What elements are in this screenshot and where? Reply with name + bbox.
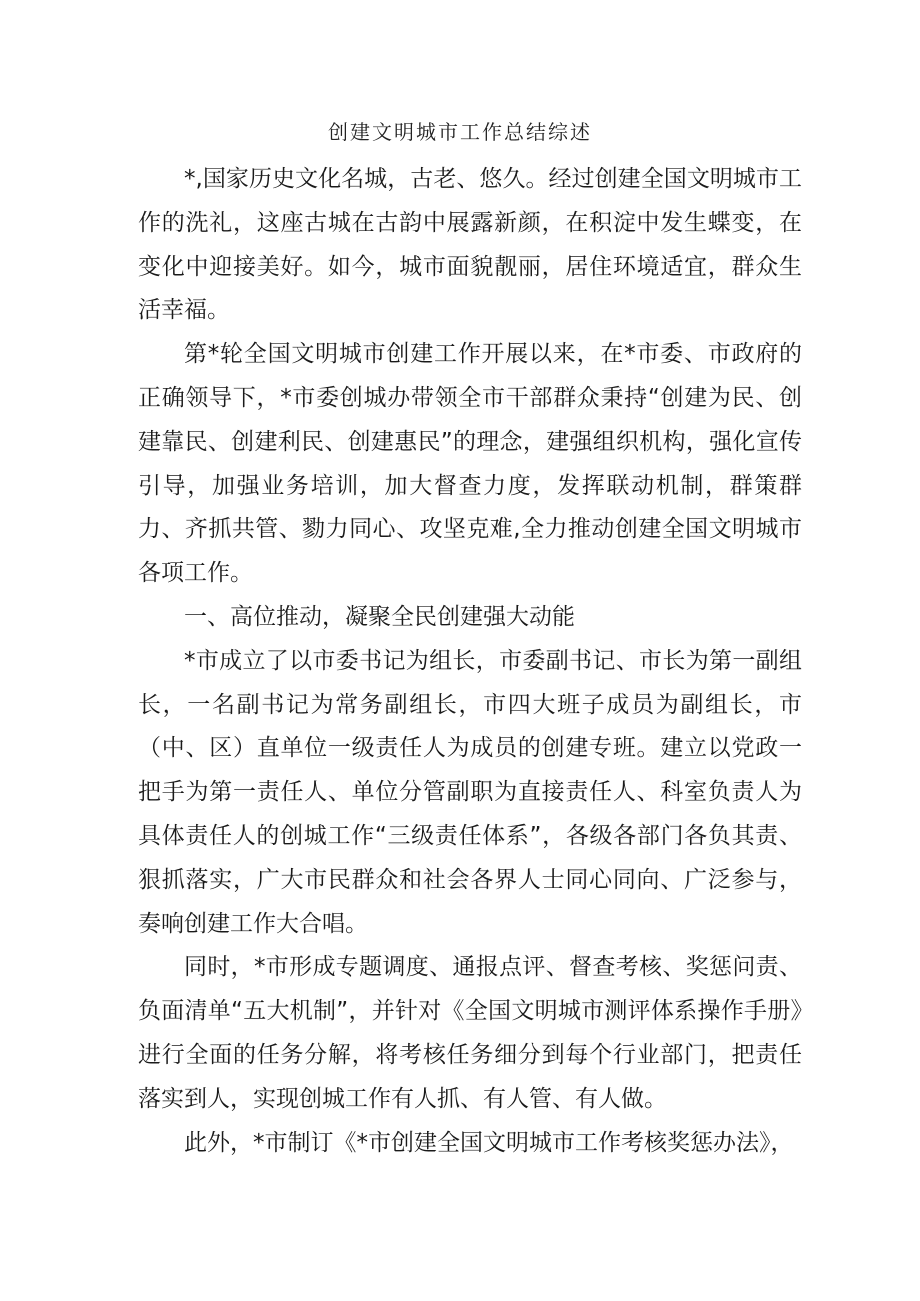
paragraph-intro: *,国家历史文化名城，古老、悠久。经过创建全国文明城市工作的洗礼，这座古城在古韵中展露新颜，在积淀中发生蝶变，在变化中迎接美好。如今，城市面貌靓丽，居住环境适宜，群众生活幸福。: [138, 166, 802, 324]
paragraph-measures: 此外，*市制订《*市创建全国文明城市工作考核奖惩办法》，: [184, 1129, 794, 1156]
section-heading-1: 一、高位推动，凝聚全民创建强大动能: [184, 603, 575, 630]
paragraph-mechanisms: 同时，*市形成专题调度、通报点评、督查考核、奖惩问责、负面清单“五大机制”，并针对《全国文明城市测评体系操作手册》进行全面的任务分解，将考核任务细分到每个行业部门，把责任落实到人，实现创城工作有人抓、有人管、有人做。: [138, 954, 802, 1112]
paragraph-organization: *市成立了以市委书记为组长，市委副书记、市长为第一副组长，一名副书记为常务副组长，市四大班子成员为副组长，市（中、区）直单位一级责任人为成员的创建专班。建立以党政一把手为第一责任人、单位分管副职为直接责任人、科室负责人为具体责任人的创城工作“三级责任体系”，各级各部门各负其责、狠抓落实，广大市民群众和社会各界人士同心同向、广泛参与，奏响创建工作大合唱。: [138, 647, 802, 937]
document-title: 创建文明城市工作总结综述: [328, 120, 592, 144]
paragraph-overview: 第*轮全国文明城市创建工作开展以来，在*市委、市政府的正确领导下，*市委创城办带领全市干部群众秉持“创建为民、创建靠民、创建利民、创建惠民”的理念，建强组织机构，强化宣传引导，加强业务培训，加大督查力度，发挥联动机制，群策群力、齐抓共管、勠力同心、攻坚克难,全力推动创建全国文明城市各项工作。: [138, 341, 802, 587]
document-body: [138, 158, 802, 1165]
